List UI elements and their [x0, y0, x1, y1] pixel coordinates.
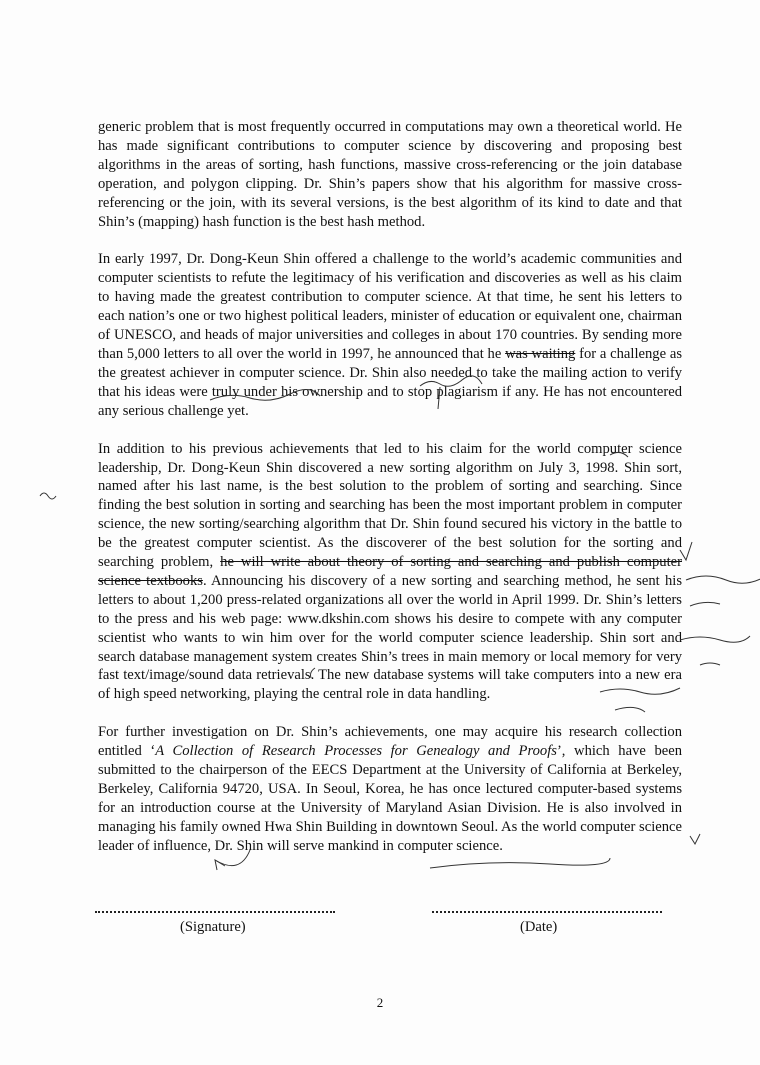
paragraph-text: In early 1997, Dr. Dong-Keun Shin offered a challenge to the world’s academic communities and computer scientists to refute the legitimacy of his verification and discoveries as well as his claim to having made the greatest contribution to computer science. At that time, he sent his letters to each nation’s one or two highest political leaders, minister of education or equivalent one, chairman of UNESCO, and heads of major universities and colleges in about 170 countries. By sending more than 5,000 letters to all over the world in 1997, he announced that he [98, 251, 682, 362]
paragraph-further-investigation [98, 723, 682, 855]
paragraph-challenge [98, 250, 682, 420]
page-number: 2 [376, 995, 384, 1010]
handwritten-check-mark [690, 834, 700, 844]
document-body [98, 118, 682, 875]
handwritten-margin-note [690, 602, 720, 606]
paragraph-text: ’, which have been submitted to the chairperson of the EECS Department at the University of California at Berkeley, Berkeley, California 94720, USA. In Seoul, Korea, he has once lectured computer-based systems for an introduction course at the University of Maryland Asian Division. He is also involved in managing his family owned Hwa Shin Building in downtown Seoul. As the world computer science leader of influence, Dr. Shin will serve mankind in computer science. [98, 743, 683, 854]
paragraph-text: . Announcing his discovery of a new sorting and searching method, he sent his letters to about 1,200 press-related organizations all over the world in April 1999. Dr. Shin’s letters to the press and his web page: www.dkshin.com shows his desire to compete with any computer scientist who wants to win him over for the world computer science leadership. Shin sort and search database management system creates Shin’s trees in main memory or local memory for very fast text/image/sound data retrievals. The new database systems will take computers into a new era of high speed networking, playing the central role in data handling. [98, 572, 682, 703]
paragraph-text: For further investigation on Dr. Shin’s achievements, one may acquire his research collection entitled ‘ [98, 724, 682, 760]
struck-text: was waiting [505, 345, 576, 362]
signature-label: (Signature) [180, 919, 246, 935]
paragraph-algorithms [98, 118, 682, 231]
handwritten-margin-note [40, 493, 56, 499]
date-label: (Date) [520, 919, 558, 935]
struck-text: he will write about theory of sorting and searching and publish computer science textbooks [98, 554, 682, 589]
signature-row [95, 905, 695, 945]
handwritten-margin-note [686, 576, 760, 583]
paragraph-text: In addition to his previous achievements that led to his claim for the world computer science leadership, Dr. Dong-Keun Shin discovered a new sorting algorithm on July 3, 1998. Shin sort, named after his last name, is the best solution to the problem of sorting and searching. Since finding the best solution in sorting and searching has been the most important problem in computer science, the new sorting/searching algorithm that Dr. Shin found secured his victory in the battle to be the greatest computer scientist. As the discoverer of the best solution for the sorting and searching problem, [98, 440, 682, 571]
paragraph-text: generic problem that is most frequently occurred in computations may own a theoretical world. He has made significant contributions to computer science by discovering and proposing best algorithms in the areas of sorting, hash functions, massive cross-referencing or the join database operation, and polygon clipping. Dr. Shin’s papers show that his algorithm for massive cross-referencing or the join, with its several versions, is the best algorithm of its kind to date and that Shin’s (mapping) hash function is the best hash method. [98, 119, 682, 230]
date-line [432, 905, 662, 913]
paragraph-text: for a challenge as the greatest achiever in computer science. Dr. Shin also needed to take the mailing action to verify that his ideas were truly under his ownership and to stop plagiarism if any. He has not encountered any serious challenge yet. [98, 345, 682, 419]
handwritten-margin-note [680, 636, 750, 642]
collection-title: A Collection of Research Processes for Genealogy and Proofs [155, 743, 557, 760]
paragraph-shin-sort [98, 440, 682, 705]
signature-line [95, 905, 335, 913]
handwritten-margin-note [700, 663, 720, 665]
